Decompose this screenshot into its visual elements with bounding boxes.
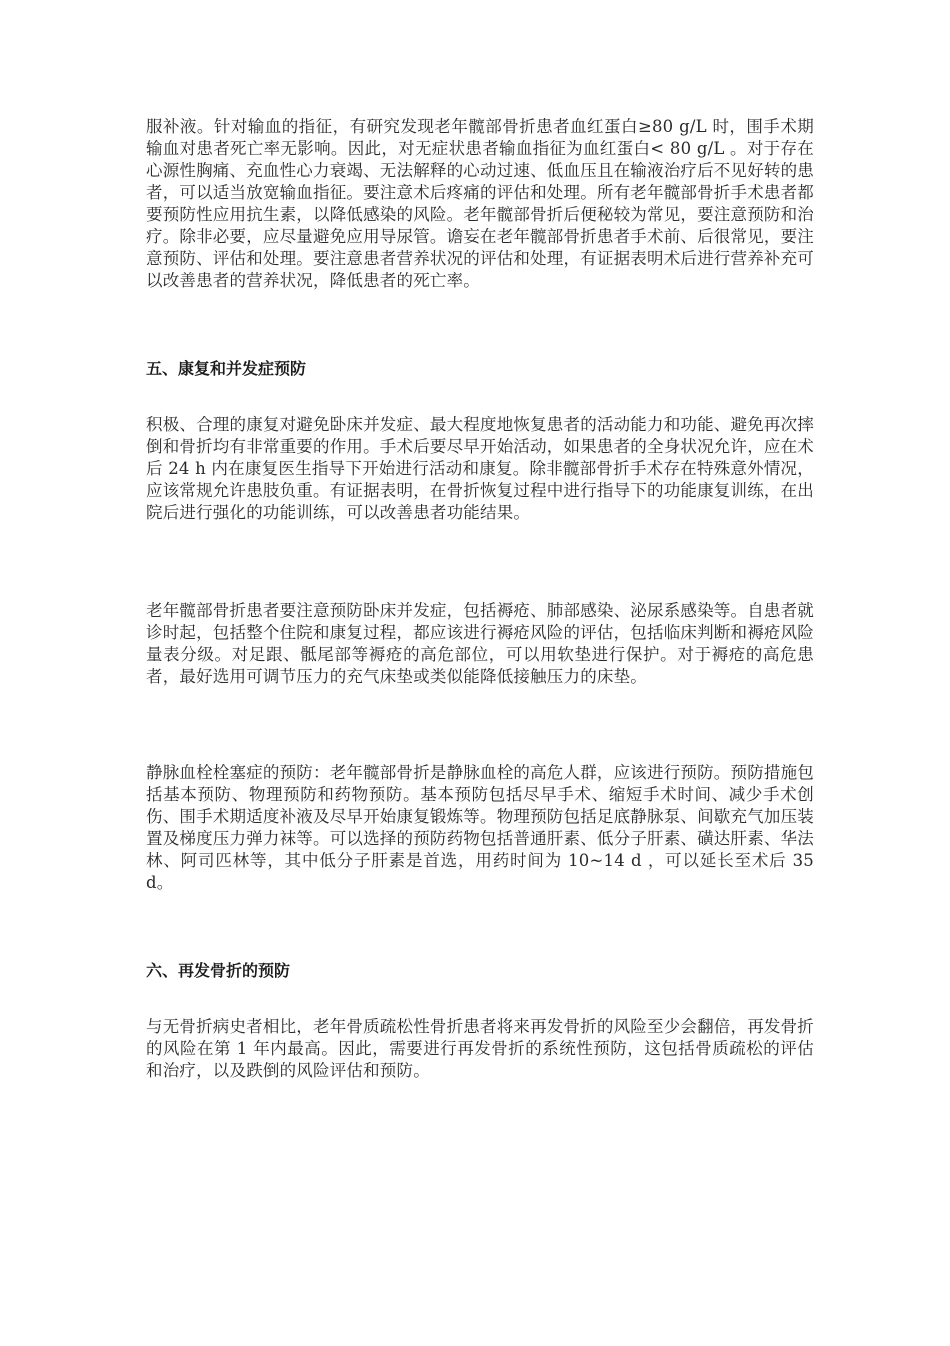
paragraph-refracture-prevention: 与无骨折病史者相比，老年骨质疏松性骨折患者将来再发骨折的风险至少会翻倍，再发骨折的风险在第 1 年内最高。因此，需要进行再发骨折的系统性预防，这包括骨质疏松的评估和治疗，以及跌倒的风险评估和预防。 — [146, 1017, 814, 1080]
section-heading-refracture-prevention: 六、再发骨折的预防 — [146, 961, 291, 980]
paragraph-bedsore-prevention: 老年髋部骨折患者要注意预防卧床并发症，包括褥疮、肺部感染、泌尿系感染等。自患者就诊时起，包括整个住院和康复过程，都应该进行褥疮风险的评估，包括临床判断和褥疮风险量表分级。对足跟、骶尾部等褥疮的高危部位，可以用软垫进行保护。对于褥疮的高危患者，最好选用可调节压力的充气床垫或类似能降低接触压力的床垫。 — [146, 601, 814, 686]
paragraph-vte-prevention: 静脉血栓栓塞症的预防：老年髋部骨折是静脉血栓的高危人群，应该进行预防。预防措施包括基本预防、物理预防和药物预防。基本预防包括尽早手术、缩短手术时间、减少手术创伤、围手术期适度补液及尽早开始康复锻炼等。物理预防包括足底静脉泵、间歇充气加压装置及梯度压力弹力袜等。可以选择的预防药物包括普通肝素、低分子肝素、磺达肝素、华法林、阿司匹林等，其中低分子肝素是首选，用药时间为 10~14 d ，可以延长至术后 35 d。 — [146, 763, 814, 892]
paragraph-rehabilitation: 积极、合理的康复对避免卧床并发症、最大程度地恢复患者的活动能力和功能、避免再次摔倒和骨折均有非常重要的作用。手术后要尽早开始活动，如果患者的全身状况允许，应在术后 24 h 内在康复医生指导下开始进行活动和康复。除非髋部骨折手术存在特殊意外情况，应该常规允许患肢负重。有证据表明，在骨折恢复过程中进行指导下的功能康复训练，在出院后进行强化的功能训练，可以改善患者功能结果。 — [146, 415, 814, 522]
paragraph-transfusion-postop-care: 服补液。针对输血的指征，有研究发现老年髋部骨折患者血红蛋白≥80 g/L 时，围手术期输血对患者死亡率无影响。因此，对无症状患者输血指征为血红蛋白< 80 g/L 。对于存在心源性胸痛、充血性心力衰竭、无法解释的心动过速、低血压且在输液治疗后不见好转的患者，可以适当放宽输血指征。要注意术后疼痛的评估和处理。所有老年髋部骨折手术患者都要预防性应用抗生素，以降低感染的风险。老年髋部骨折后便秘较为常见，要注意预防和治疗。除非必要，应尽量避免应用导尿管。谵妄在老年髋部骨折患者手术前、后很常见，要注意预防、评估和处理。要注意患者营养状况的评估和处理，有证据表明术后进行营养补充可以改善患者的营养状况，降低患者的死亡率。 — [146, 117, 814, 290]
section-heading-rehabilitation: 五、康复和并发症预防 — [146, 359, 307, 378]
document-page — [146, 110, 814, 1082]
